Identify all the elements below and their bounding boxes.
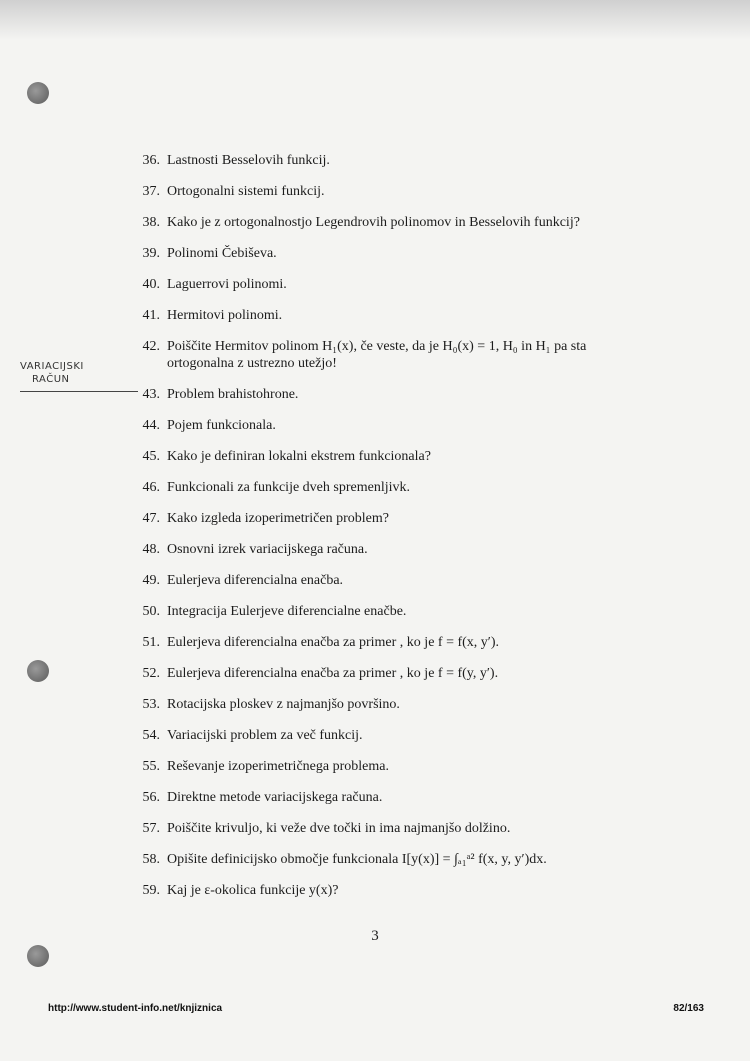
page-number: 3: [371, 928, 379, 944]
question-text: Eulerjeva diferencialna enačba.: [167, 573, 344, 588]
handwritten-note-line1: VARIACIJSKI: [20, 361, 84, 372]
punch-hole: [27, 660, 49, 682]
question-number: 58.: [142, 852, 160, 867]
question-item: [132, 183, 632, 200]
question-item: [132, 727, 632, 744]
question-item: [132, 479, 632, 496]
question-item: [132, 338, 632, 372]
question-item: [132, 245, 632, 262]
question-text: Lastnosti Besselovih funkcij.: [167, 153, 330, 168]
question-number: 38.: [142, 215, 160, 230]
question-number: 53.: [142, 697, 160, 712]
question-text: Kako je definiran lokalni ekstrem funkcionala?: [167, 449, 431, 464]
question-item: [132, 603, 632, 620]
question-number: 40.: [142, 277, 160, 292]
question-text: Problem brahistohrone.: [167, 387, 299, 402]
question-number: 44.: [142, 418, 160, 433]
scan-top-shadow: [0, 0, 750, 40]
question-number: 41.: [142, 308, 160, 323]
question-item: [132, 665, 632, 682]
question-text: Polinomi Čebiševa.: [167, 246, 277, 261]
question-text: Poiščite krivuljo, ki veže dve točki in ima najmanjšo dolžino.: [167, 821, 511, 836]
question-number: 45.: [142, 449, 160, 464]
question-text: Kako izgleda izoperimetričen problem?: [167, 511, 389, 526]
punch-hole: [27, 945, 49, 967]
question-item: [132, 276, 632, 293]
question-number: 39.: [142, 246, 160, 261]
question-item: [132, 448, 632, 465]
question-text: Ortogonalni sistemi funkcij.: [167, 184, 325, 199]
question-item: [132, 882, 632, 899]
question-item: [132, 386, 632, 403]
question-number: 49.: [142, 573, 160, 588]
question-item: [132, 696, 632, 713]
question-number: 43.: [142, 387, 160, 402]
question-text: Hermitovi polinomi.: [167, 308, 283, 323]
question-item: [132, 758, 632, 775]
question-text: Direktne metode variacijskega računa.: [167, 790, 383, 805]
question-item: [132, 851, 632, 868]
question-text: Eulerjeva diferencialna enačba za primer , ko je f = f(y, y′).: [167, 666, 499, 681]
question-number: 54.: [142, 728, 160, 743]
question-text: Integracija Eulerjeve diferencialne enačbe.: [167, 604, 407, 619]
question-text: Kaj je ε-okolica funkcije y(x)?: [167, 883, 339, 898]
question-number: 51.: [142, 635, 160, 650]
question-number: 46.: [142, 480, 160, 495]
question-item: [132, 634, 632, 651]
question-item: [132, 510, 632, 527]
question-item: [132, 214, 632, 231]
question-number: 47.: [142, 511, 160, 526]
question-text: Kako je z ortogonalnostjo Legendrovih polinomov in Besselovih funkcij?: [167, 215, 580, 230]
question-item: [132, 417, 632, 434]
footer-url[interactable]: http://www.student-info.net/knjiznica: [48, 1003, 223, 1014]
question-item: [132, 789, 632, 806]
question-text: Osnovni izrek variacijskega računa.: [167, 542, 368, 557]
question-list: [132, 152, 632, 913]
question-text: Rotacijska ploskev z najmanjšo površino.: [167, 697, 400, 712]
question-number: 59.: [142, 883, 160, 898]
question-text: Reševanje izoperimetričnega problema.: [167, 759, 389, 774]
question-text: Funkcionali za funkcije dveh spremenljivk.: [167, 480, 410, 495]
question-item: [132, 307, 632, 324]
question-number: 36.: [142, 153, 160, 168]
question-text: Poiščite Hermitov polinom H₁(x), če veste, da je H₀(x) = 1, H₀ in H₁ pa sta ortogonalna z ustrezno utežjo!: [167, 339, 587, 371]
question-text: Variacijski problem za več funkcij.: [167, 728, 363, 743]
handwritten-note: [20, 360, 84, 386]
question-text: Pojem funkcionala.: [167, 418, 276, 433]
question-number: 52.: [142, 666, 160, 681]
question-text: Opišite definicijsko območje funkcionala I[y(x)] = ∫ₐ₁ᵃ² f(x, y, y′)dx.: [167, 852, 547, 867]
question-item: [132, 152, 632, 169]
handwritten-underline: [20, 391, 138, 392]
question-number: 56.: [142, 790, 160, 805]
question-number: 50.: [142, 604, 160, 619]
question-number: 37.: [142, 184, 160, 199]
question-number: 48.: [142, 542, 160, 557]
question-number: 57.: [142, 821, 160, 836]
question-item: [132, 541, 632, 558]
punch-hole: [27, 82, 49, 104]
question-text: Eulerjeva diferencialna enačba za primer , ko je f = f(x, y′).: [167, 635, 500, 650]
question-item: [132, 820, 632, 837]
question-item: [132, 572, 632, 589]
handwritten-note-line2: RAČUN: [32, 374, 70, 385]
question-text: Laguerrovi polinomi.: [167, 277, 287, 292]
footer-page-count: 82/163: [673, 1003, 704, 1014]
question-number: 55.: [142, 759, 160, 774]
question-number: 42.: [142, 339, 160, 354]
